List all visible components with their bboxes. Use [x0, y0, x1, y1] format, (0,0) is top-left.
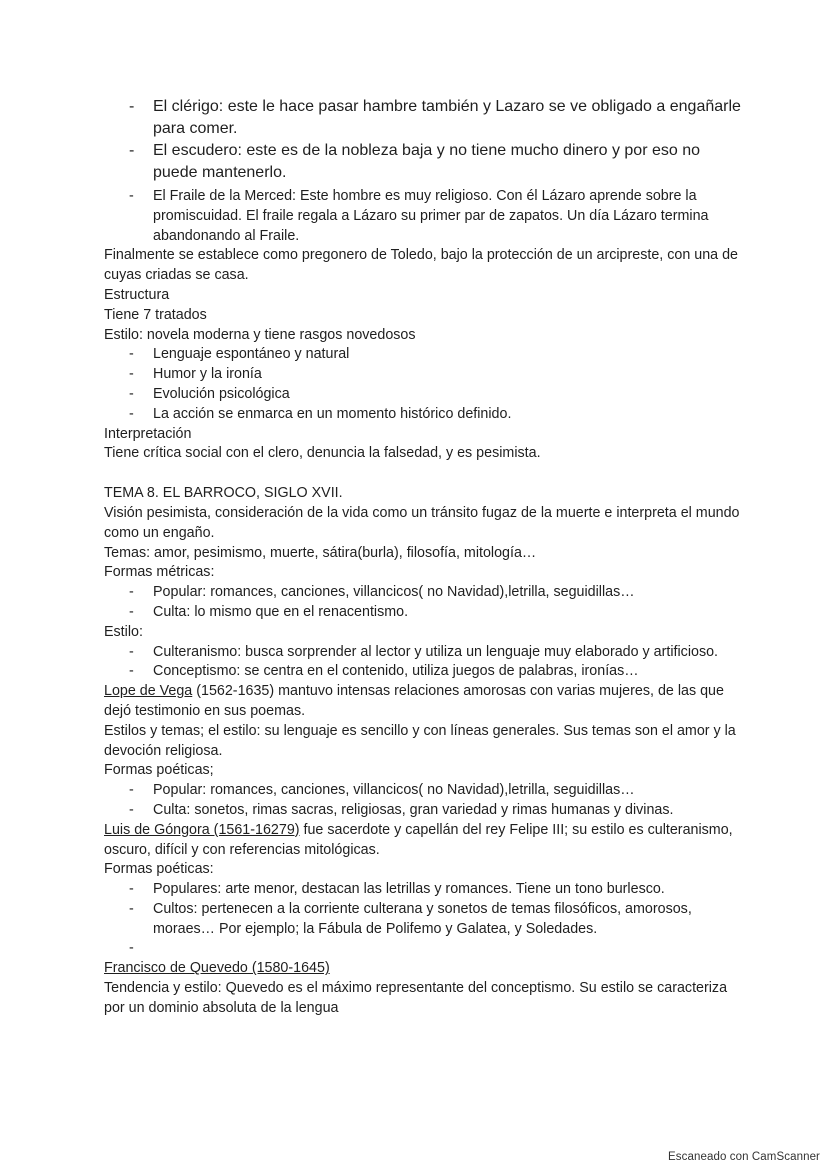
- gongora-text: fue sacerdote y capellán del rey Felipe III; su estilo es culteranismo, oscuro, difícil y con referencias mitológicas.: [104, 821, 733, 858]
- bullet-dash: -: [129, 603, 134, 620]
- list-item: [104, 405, 744, 425]
- paragraph-quevedo: Tendencia y estilo: Quevedo es el máximo representante del conceptismo. Su estilo se caracteriza por un dominio absoluta de la lengua: [104, 980, 728, 1016]
- list-item: [104, 662, 744, 682]
- list-item-text: El escudero: este es de la nobleza baja y no tiene mucho dinero y por eso no puede mantenerlo.: [153, 142, 701, 181]
- text-tratados: Tiene 7 tratados: [104, 306, 207, 323]
- list-item: [104, 880, 744, 900]
- bullet-dash: -: [129, 663, 134, 680]
- paragraph-lope-estilos: Estilos y temas; el estilo: su lenguaje es sencillo y con líneas generales. Sus temas son el amor y la devoción religiosa.: [104, 722, 736, 759]
- list-item: [104, 365, 744, 385]
- list-item-text: Populares: arte menor, destacan las letrillas y romances. Tiene un tono burlesco.: [153, 881, 665, 898]
- paragraph-finalmente: Finalmente se establece como pregonero de Toledo, bajo la protección de un arcipreste, con una de cuyas criadas se casa.: [104, 247, 738, 284]
- text-interpretacion: Tiene crítica social con el clero, denuncia la falsedad, y es pesimista.: [104, 445, 541, 462]
- quevedo-name: Francisco de Quevedo (1580-1645): [104, 960, 330, 977]
- bullet-dash: -: [129, 385, 134, 402]
- bullet-dash: -: [129, 584, 134, 601]
- lope-text: (1562-1635) mantuvo intensas relaciones amorosas con varias mujeres, de las que dejó testimonio en sus poemas.: [104, 683, 724, 719]
- list-item-text: Culteranismo: busca sorprender al lector y utiliza un lenguaje muy elaborado y artificioso.: [153, 643, 719, 660]
- heading-estructura: Estructura: [104, 286, 170, 303]
- bullet-dash: -: [129, 940, 134, 957]
- document-page: [104, 96, 744, 1019]
- bullet-dash: -: [129, 346, 134, 363]
- list-item-escudero: [104, 140, 744, 184]
- bullet-dash: -: [129, 142, 135, 159]
- section-title-tema8: TEMA 8. EL BARROCO, SIGLO XVII.: [104, 485, 343, 502]
- bullet-dash: -: [129, 900, 134, 917]
- heading-estilo: Estilo:: [104, 623, 143, 640]
- text-temas: Temas: amor, pesimismo, muerte, sátira(burla), filosofía, mitología…: [104, 544, 537, 561]
- paragraph-gongora: [104, 821, 744, 861]
- list-item: [104, 781, 744, 801]
- list-item-fraile: [104, 187, 744, 246]
- list-item-text: Lenguaje espontáneo y natural: [153, 346, 350, 363]
- list-item-text: El clérigo: este le hace pasar hambre también y Lazaro se ve obligado a engañarle para comer.: [153, 98, 741, 137]
- list-item: [104, 583, 744, 603]
- list-item: [104, 345, 744, 365]
- list-item-clerigo: [104, 96, 744, 140]
- list-item-text: Conceptismo: se centra en el contenido, utiliza juegos de palabras, ironías…: [153, 663, 639, 680]
- paragraph-lope: [104, 682, 744, 722]
- bullet-dash: -: [129, 881, 134, 898]
- list-item-text: Popular: romances, canciones, villancicos( no Navidad),letrilla, seguidillas…: [153, 584, 635, 601]
- bullet-dash: -: [129, 366, 134, 383]
- list-item-text: Popular: romances, canciones, villancicos( no Navidad),letrilla, seguidillas…: [153, 782, 635, 799]
- spacer: [104, 464, 744, 484]
- lope-name: Lope de Vega: [104, 683, 193, 700]
- list-item: [104, 385, 744, 405]
- heading-quevedo: [104, 959, 744, 979]
- heading-formas-poeticas: Formas poéticas:: [104, 861, 214, 878]
- list-item-empty: [104, 939, 744, 959]
- list-item-text: El Fraile de la Merced: Este hombre es muy religioso. Con él Lázaro aprende sobre la promiscuidad. El fraile regala a Lázaro su primer par de zapatos. Un día Lázaro termina abandonando al Fraile.: [153, 188, 709, 244]
- paragraph-vision: Visión pesimista, consideración de la vida como un tránsito fugaz de la muerte e interpreta el mundo como un engaño.: [104, 504, 740, 541]
- text-estilo-intro: Estilo: novela moderna y tiene rasgos novedosos: [104, 326, 416, 343]
- bullet-dash: -: [129, 98, 135, 115]
- bullet-dash: -: [129, 405, 134, 422]
- heading-interpretacion: Interpretación: [104, 425, 192, 442]
- list-item: [104, 900, 744, 940]
- gongora-name: Luis de Góngora (1561-16279): [104, 821, 300, 838]
- list-item: [104, 603, 744, 623]
- list-item-text: La acción se enmarca en un momento histórico definido.: [153, 405, 512, 422]
- bullet-dash: -: [129, 188, 134, 204]
- list-item-text: Culta: lo mismo que en el renacentismo.: [153, 603, 409, 620]
- bullet-dash: -: [129, 643, 134, 660]
- list-item: [104, 801, 744, 821]
- heading-formas-metricas: Formas métricas:: [104, 564, 215, 581]
- list-item-text: Cultos: pertenecen a la corriente culterana y sonetos de temas filosóficos, amorosos, moraes… Por ejemplo; la Fábula de Polifemo y Galatea, y Soledades.: [153, 900, 692, 937]
- bullet-dash: -: [129, 801, 134, 818]
- list-item-text: Evolución psicológica: [153, 385, 290, 402]
- list-item-text: Humor y la ironía: [153, 366, 262, 383]
- bullet-dash: -: [129, 782, 134, 799]
- scanner-watermark: Escaneado con CamScanner: [668, 1151, 820, 1163]
- list-item: [104, 643, 744, 663]
- heading-formas-poeticas: Formas poéticas;: [104, 762, 214, 779]
- list-item-text: Culta: sonetos, rimas sacras, religiosas, gran variedad y rimas humanas y divinas.: [153, 801, 674, 818]
